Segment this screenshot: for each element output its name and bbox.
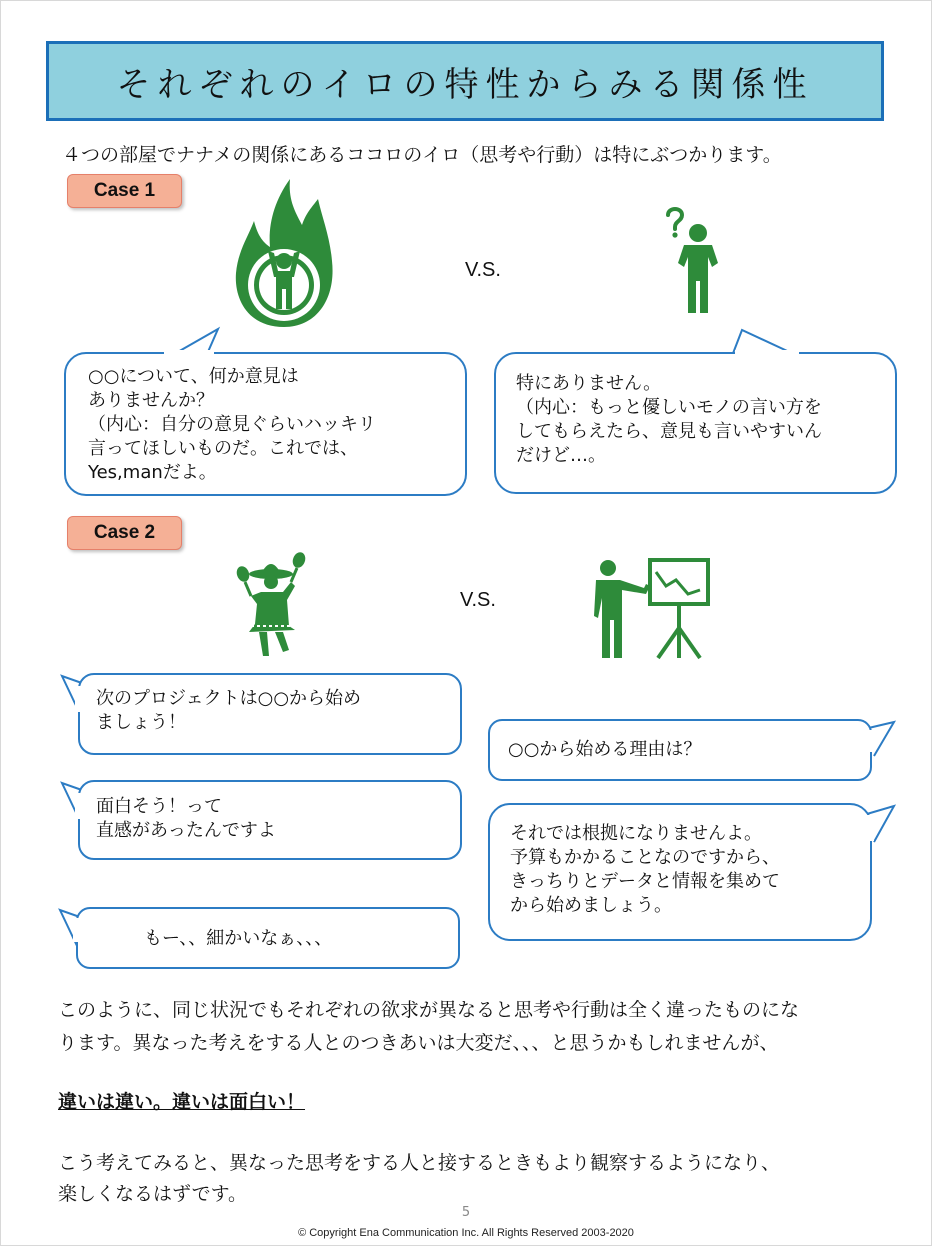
bubble-text: 面白そう！って 直感があったんですよ [96,796,276,841]
summary-line-3: こう考えてみると、異なった思考をする人と接するときもより観察するようになり、 [58,1152,781,1174]
intro-text: ４つの部屋でナナメの関係にあるココロのイロ（思考や行動）は特にぶつかります。 [62,144,782,166]
speech-tail-mask [866,730,876,754]
case2-left-bubble-2 [78,780,462,860]
title-banner [46,41,884,121]
dancing-maracas-person-icon [233,552,309,658]
summary-line-4: 楽しくなるはずです。 [58,1183,248,1205]
bubble-text: ○○について、何か意見は ありませんか？ （内心：自分の意見ぐらいハッキリ 言ってほしいものだ。これでは、 Yes,manだよ。 [88,366,376,483]
bubble-text: それでは根拠になりませんよ。 予算もかかることなのですから、 きっちりとデータと情報を集めて から始めましょう。 [510,823,780,916]
case2-left-bubble-1 [78,673,462,755]
bubble-text: ○○から始める理由は？ [508,739,702,760]
case2-right-bubble-2 [488,803,872,941]
presenter-chart-icon [592,558,712,660]
case1-left-bubble [64,352,467,496]
page-number: 5 [461,1205,471,1220]
page-title: それぞれのイロの特性からみる関係性 [116,64,814,105]
summary-line-2: ります。異なった考えをする人とのつきあいは大変だ、、、と思うかもしれませんが、 [58,1032,779,1054]
case1-badge: Case 1 [67,174,182,208]
case1-right-bubble [494,352,897,494]
question-person-icon [660,205,720,317]
speech-tail-mask [75,793,83,821]
copyright-footer: © Copyright Ena Communication Inc. All Rights Reserved 2003-2020 [298,1227,634,1239]
case2-right-bubble-1 [488,719,872,781]
case2-left-bubble-3 [76,907,460,969]
case2-badge: Case 2 [67,516,182,550]
summary-line-1: このように、同じ状況でもそれぞれの欲求が異なると思考や行動は全く違ったものにな [58,999,800,1021]
speech-tail-mask [160,350,230,356]
speech-tail-mask [75,686,83,714]
case2-vs-label: V.S. [460,589,496,611]
case1-vs-label: V.S. [465,259,501,281]
bubble-text: もー、、細かいなぁ、、、 [144,928,333,949]
speech-tail-mask [866,815,876,843]
speech-tail-mask [733,350,803,356]
bubble-text: 次のプロジェクトは○○から始め ましょう！ [96,688,362,733]
bubble-text: 特にありません。 （内心：もっと優しいモノの言い方を してもらえたら、意見も言いやすいん だけど…。 [516,373,822,466]
emphasis-text: 違いは違い。違いは面白い！ [58,1091,306,1113]
speech-tail-mask [73,918,81,944]
flame-person-icon [230,177,338,335]
